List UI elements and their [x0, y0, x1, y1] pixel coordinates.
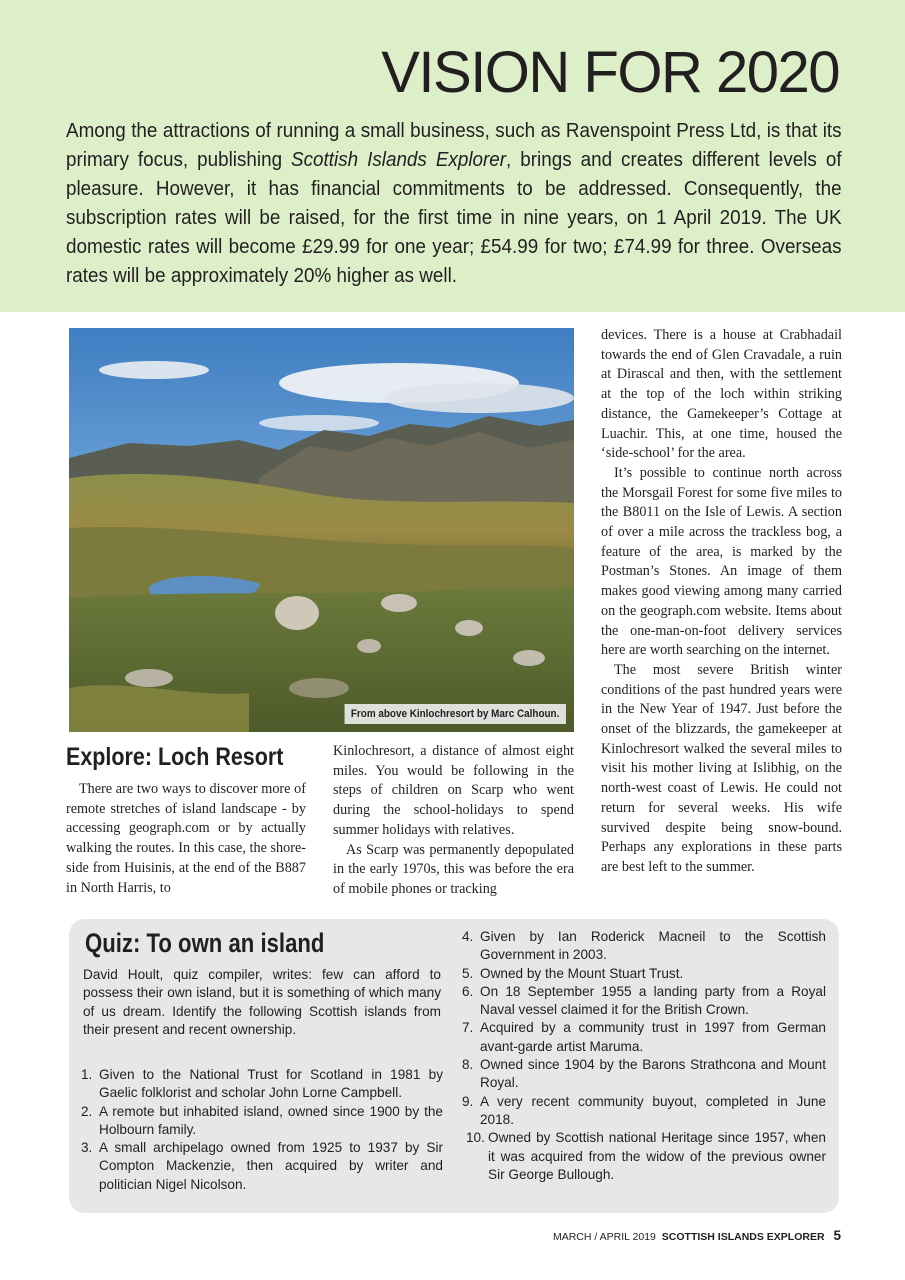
- intro-text-start: Among the attractions of running a small business, such as Ravenspoint Press Ltd, is that its primary focus, publishing: [66, 119, 842, 171]
- quiz-item: [462, 928, 826, 965]
- article-paragraph: It’s possible to continue north across the Morsgail Forest for some five miles to the B8011 on the Isle of Lewis. A section of over a mile across the trackless bog, a feature of the area, is marked by the Postman’s Stones. An image of them makes good viewing among many carried on the geograph.com website. Items about the one-man-on-foot delivery services here are worth searching on the internet.: [601, 464, 842, 659]
- quiz-item-number: 6.: [462, 983, 474, 999]
- intro-paragraph: [66, 116, 842, 290]
- quiz-item-text: Owned by the Mount Stuart Trust.: [480, 965, 684, 981]
- quiz-item: [81, 1066, 443, 1103]
- article-paragraph: Kinlochresort, a distance of almost eight miles. You would be following in the steps of children on Scarp who went during the school-holidays to spend summer holidays with relatives.: [333, 743, 574, 838]
- quiz-item-text: Acquired by a community trust in 1997 from German avant-garde artist Maruma.: [480, 1020, 826, 1054]
- article-column-1: [66, 780, 306, 898]
- quiz-item-text: A small archipelago owned from 1925 to 1937 by Sir Compton Mackenzie, then acquired by writer and politician Nigel Nicolson.: [99, 1140, 443, 1192]
- quiz-item: [462, 1093, 826, 1130]
- quiz-item: [462, 983, 826, 1020]
- quiz-item-number: 1.: [81, 1067, 93, 1082]
- quiz-item-text: A very recent community buyout, completed in June 2018.: [480, 1093, 826, 1127]
- quiz-item-number: 4.: [462, 929, 474, 944]
- quiz-item-text: A remote but inhabited island, owned since 1900 by the Holbourn family.: [99, 1103, 443, 1137]
- quiz-item-number: 9.: [462, 1093, 474, 1109]
- magazine-name: SCOTTISH ISLANDS EXPLORER: [661, 1231, 825, 1243]
- header-banner: [0, 0, 905, 312]
- quiz-box: [69, 919, 839, 1213]
- article-paragraph: As Scarp was permanently depopulated in the early 1970s, this was before the era of mobile phones or tracking: [333, 841, 574, 897]
- quiz-item-text: Owned by Scottish national Heritage since 1957, when it was acquired from the widow of the previous owner Sir George Bullough.: [488, 1130, 826, 1182]
- landscape-illustration: [69, 328, 574, 732]
- article-paragraph: devices. There is a house at Crabhadail towards the end of Glen Cravadale, a ruin at Dirascal and then, with the settlement at the top of the loch within striking distance, the Gamekeeper’s Cottage at Luachir. This, at one time, housed the ‘side-school’ for the area.: [601, 327, 842, 462]
- quiz-item: [462, 965, 826, 983]
- quiz-item: [462, 1019, 826, 1056]
- quiz-item-number: 2.: [81, 1103, 93, 1119]
- quiz-item-text: Owned since 1904 by the Barons Strathcona and Mount Royal.: [480, 1057, 826, 1091]
- quiz-item: [81, 1139, 443, 1194]
- quiz-item: [466, 1129, 826, 1184]
- quiz-list-left: [81, 1066, 443, 1194]
- article-column-3: [601, 326, 842, 878]
- magazine-name-italic: Scottish Islands Explorer: [291, 148, 507, 171]
- page-footer: [553, 1228, 841, 1243]
- quiz-item-text: On 18 September 1955 a landing party from a Royal Naval vessel claimed it for the British Crown.: [480, 983, 826, 1018]
- quiz-item: [462, 1056, 826, 1093]
- quiz-intro: David Hoult, quiz compiler, writes: few can afford to possess their own island, but it is something of which many of us dream. Identify the following Scottish islands from their present and recent ownership.: [83, 967, 441, 1037]
- quiz-item-number: 8.: [462, 1057, 474, 1073]
- quiz-title: Quiz: To own an island: [85, 928, 325, 958]
- article-paragraph: There are two ways to discover more of remote stretches of island landscape - by accessing geograph.com or by actually walking the routes. In this case, the shore-side from Huisinis, at the end of the B887 in North Harris, to: [66, 781, 306, 896]
- quiz-item-text: Given to the National Trust for Scotland in 1981 by Gaelic folklorist and scholar John Lorne Campbell.: [99, 1067, 443, 1101]
- issue-date: MARCH / APRIL 2019: [552, 1231, 656, 1243]
- article-heading: Explore: Loch Resort: [66, 743, 284, 771]
- intro-text-end: , brings and creates different levels of pleasure. However, it has financial commitments to be addressed. Consequently, the subscription rates will be raised, for the first time in nine years, on 1 April 2019. The UK domestic rates will become £29.99 for one year; £54.99 for two; £74.99 for three. Overseas rates will be approximately 20% higher as well.: [66, 148, 842, 287]
- article-column-2: [333, 742, 574, 900]
- page-number: 5: [833, 1228, 841, 1243]
- photo-caption: From above Kinlochresort by Marc Calhoun.: [345, 704, 566, 724]
- quiz-item-text: Given by Ian Roderick Macneil to the Scottish Government in 2003.: [480, 929, 826, 963]
- article-paragraph: The most severe British winter conditions of the past hundred years were in the New Year of 1947. Just before the onset of the blizzards, the gamekeeper at Kinlochresort walked the several miles to visit his mother living at Islibhig, on the north-west coast of Lewis. He could not return for several weeks. His wife survived despite being snow-bound. Perhaps any explorations in these parts are best left to the summer.: [601, 661, 842, 875]
- quiz-item-number: 7.: [462, 1020, 474, 1036]
- quiz-item-number: 3.: [81, 1140, 93, 1156]
- page-title: VISION FOR 2020: [381, 40, 839, 105]
- quiz-list-right: [462, 928, 826, 1184]
- quiz-item: [81, 1103, 443, 1140]
- quiz-item-number: 5.: [462, 965, 474, 981]
- quiz-item-number: 10.: [466, 1130, 485, 1146]
- landscape-photo: [69, 328, 574, 732]
